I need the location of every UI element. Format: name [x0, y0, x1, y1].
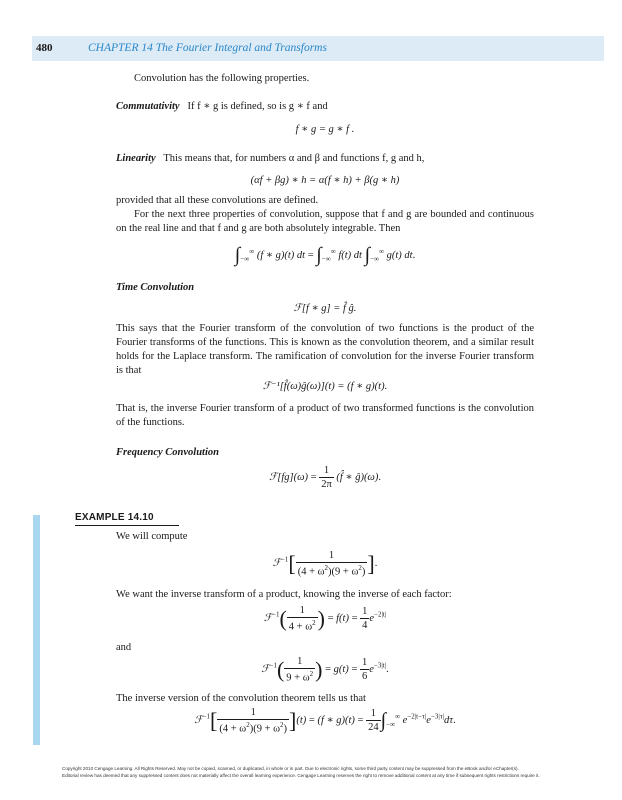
and-text: and	[116, 642, 132, 653]
equation-linearity: (αf + βg) ∗ h = α(f ∗ h) + β(g ∗ h)	[250, 175, 400, 186]
commutativity-text: If f ∗ g is defined, so is g ∗ f and	[187, 101, 328, 112]
equation-commutativity: f ∗ g = g ∗ f .	[295, 124, 355, 135]
footer-copyright-line1: Copyright 2010 Cengage Learning. All Rights Reserved. May not be copied, scanned, or duplicated, in whole or in part. Due to electronic rights, some third party content may be suppressed from the eBook and/or eChapter(s).	[62, 766, 519, 771]
next-three-text: For the next three properties of convolution, suppose that f and g are bounded and continuous on the real line and that f and g are both absolutely integrable. Then	[116, 209, 534, 234]
page-number: 480	[36, 42, 53, 54]
provided-text: provided that all these convolutions are defined.	[116, 195, 319, 206]
example-sidebar	[33, 515, 40, 745]
equation-inverse: ℱ⁻¹[f̂(ω)ĝ(ω)](t) = (f ∗ g)(t).	[262, 381, 388, 392]
equation-factor-f: ℱ$^{-1}$( $\frac{1}{4 + \omega^2}$ ) = f(t) = $\frac{1}{4}$ $e^{-2|t|}$	[263, 605, 387, 633]
want-text: We want the inverse transform of a product, knowing the inverse of each factor:	[116, 589, 452, 600]
equation-frequency: ℱ[fg](ω) = $\frac{1}{2\pi}$ (f̂ ∗ ĝ)(ω).	[269, 465, 381, 490]
equation-time: ℱ[f ∗ g] = f̂ ĝ.	[293, 303, 357, 314]
commutativity-para	[116, 100, 328, 114]
says-that-text: This says that the Fourier transform of the convolution of two functions is the product of the Fourier transforms of the functions. This is known as the convolution theorem, and a similar result holds for the Laplace transform. The ramification of convolution for the inverse Fourier transform is that	[116, 323, 534, 376]
linearity-text: This means that, for numbers α and β and functions f, g and h,	[163, 153, 425, 164]
example-title: EXAMPLE 14.10	[75, 512, 154, 523]
intro-text: Convolution has the following properties.	[134, 73, 310, 84]
example-title-rule	[75, 525, 179, 526]
frequency-convolution-heading: Frequency Convolution	[116, 447, 219, 458]
equation-integrals: $\int_{-\infty}^\infty$ (f ∗ g)(t) dt = $\int_{-\infty}^\infty$ f(t) dt $\int_{-\infty}^\infty$ g(t) dt.	[234, 244, 416, 266]
theorem-text: The inverse version of the convolution theorem tells us that	[116, 693, 366, 704]
linearity-heading: Linearity	[116, 153, 156, 164]
linearity-para	[116, 152, 424, 166]
equation-factor-g: ℱ$^{-1}$( $\frac{1}{9 + \omega^2}$ ) = g(t) = $\frac{1}{6}$ $e^{-3|t|}$.	[261, 656, 389, 684]
footer-copyright-line2: Editorial review has deemed that any suppressed content does not materially affect the overall learning experience. Cengage Learning reserves the right to remove additional content at any time if subsequent rights restrictions require it.	[62, 773, 540, 778]
compute-text: We will compute	[116, 531, 188, 542]
equation-result: ℱ$^{-1}$[ $\frac{1}{(4 + \omega^2)(9 + \omega^2)}$ ](t) = (f ∗ g)(t) = $\frac{1}{24}$ $\int_{-\infty}^\infty$ $e^{-2|t-\tau|}e^{-3|\tau|}d\tau$.	[194, 707, 456, 735]
time-convolution-heading: Time Convolution	[116, 282, 195, 293]
equation-compute: ℱ$^{-1}$[ $\frac{1}{(4 + \omega^2)(9 + \omega^2)}$ ].	[272, 550, 378, 578]
commutativity-heading: Commutativity	[116, 101, 180, 112]
that-is-text: That is, the inverse Fourier transform of a product of two transformed functions is the convolution of the functions.	[116, 403, 534, 428]
chapter-title: CHAPTER 14 The Fourier Integral and Transforms	[88, 42, 327, 54]
